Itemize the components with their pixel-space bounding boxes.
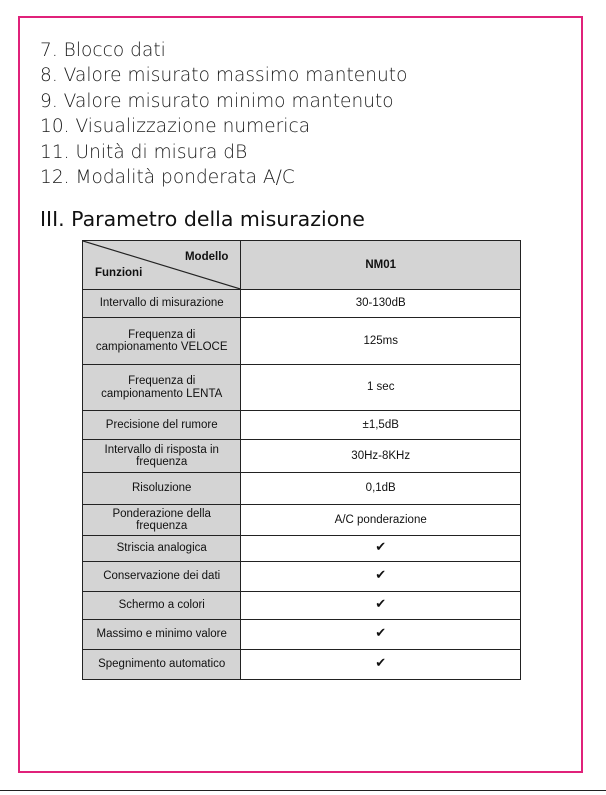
header-model-name: NM01: [241, 241, 521, 290]
table-row: [83, 620, 521, 650]
row-label: Precisione del rumore: [83, 411, 241, 440]
row-label: Intervallo di risposta in frequenza: [83, 440, 241, 473]
table-header-row: [83, 241, 521, 290]
check-mark-icon: ✔: [241, 536, 521, 562]
row-label: Ponderazione della frequenza: [83, 505, 241, 536]
table-row: [83, 505, 521, 536]
row-label: Conservazione dei dati: [83, 562, 241, 592]
diagonal-line: [83, 241, 240, 289]
row-label: Striscia analogica: [83, 536, 241, 562]
list-item: 7. Blocco dati: [40, 40, 166, 61]
table-row: [83, 318, 521, 365]
bottom-rule: [0, 790, 606, 791]
table-row: [83, 473, 521, 505]
list-item: 9. Valore misurato minimo mantenuto: [40, 90, 394, 112]
check-mark-icon: ✔: [241, 592, 521, 620]
row-label: Schermo a colori: [83, 592, 241, 620]
row-label: Frequenza di campionamento LENTA: [83, 365, 241, 411]
row-value: 125ms: [241, 318, 521, 365]
header-functions-label: Funzioni: [95, 266, 143, 279]
table-row: [83, 411, 521, 440]
list-item: 12. Modalità ponderata A/C: [40, 167, 295, 189]
table-row: [83, 650, 521, 680]
row-value: 30-130dB: [241, 290, 521, 318]
row-value: 30Hz-8KHz: [241, 440, 521, 473]
check-mark-icon: ✔: [241, 650, 521, 680]
header-model-label: Modello: [184, 251, 229, 263]
list-item: 11. Unità di misura dB: [40, 141, 248, 163]
check-mark-icon: ✔: [241, 620, 521, 650]
check-mark-icon: ✔: [241, 562, 521, 592]
row-value: A/C ponderazione: [241, 505, 521, 536]
legend-list: [40, 38, 407, 190]
list-item: 8. Valore misurato massimo mantenuto: [40, 65, 408, 87]
row-label: Massimo e minimo valore: [83, 620, 241, 650]
row-label: Frequenza di campionamento VELOCE: [83, 318, 241, 365]
section-title: III. Parametro della misurazione: [40, 207, 365, 231]
row-value: 1 sec: [241, 365, 521, 411]
row-label: Intervallo di misurazione: [83, 290, 241, 318]
row-value: ±1,5dB: [241, 411, 521, 440]
row-label: Spegnimento automatico: [83, 650, 241, 680]
table-row: [83, 440, 521, 473]
table-row: [83, 562, 521, 592]
table-row: [83, 536, 521, 562]
header-diagonal-cell: [83, 241, 241, 290]
row-label: Risoluzione: [83, 473, 241, 505]
table-row: [83, 592, 521, 620]
row-value: 0,1dB: [241, 473, 521, 505]
table-row: [83, 365, 521, 411]
list-item: 10. Visualizzazione numerica: [40, 116, 311, 138]
table-row: [83, 290, 521, 318]
specification-table: [82, 240, 521, 680]
